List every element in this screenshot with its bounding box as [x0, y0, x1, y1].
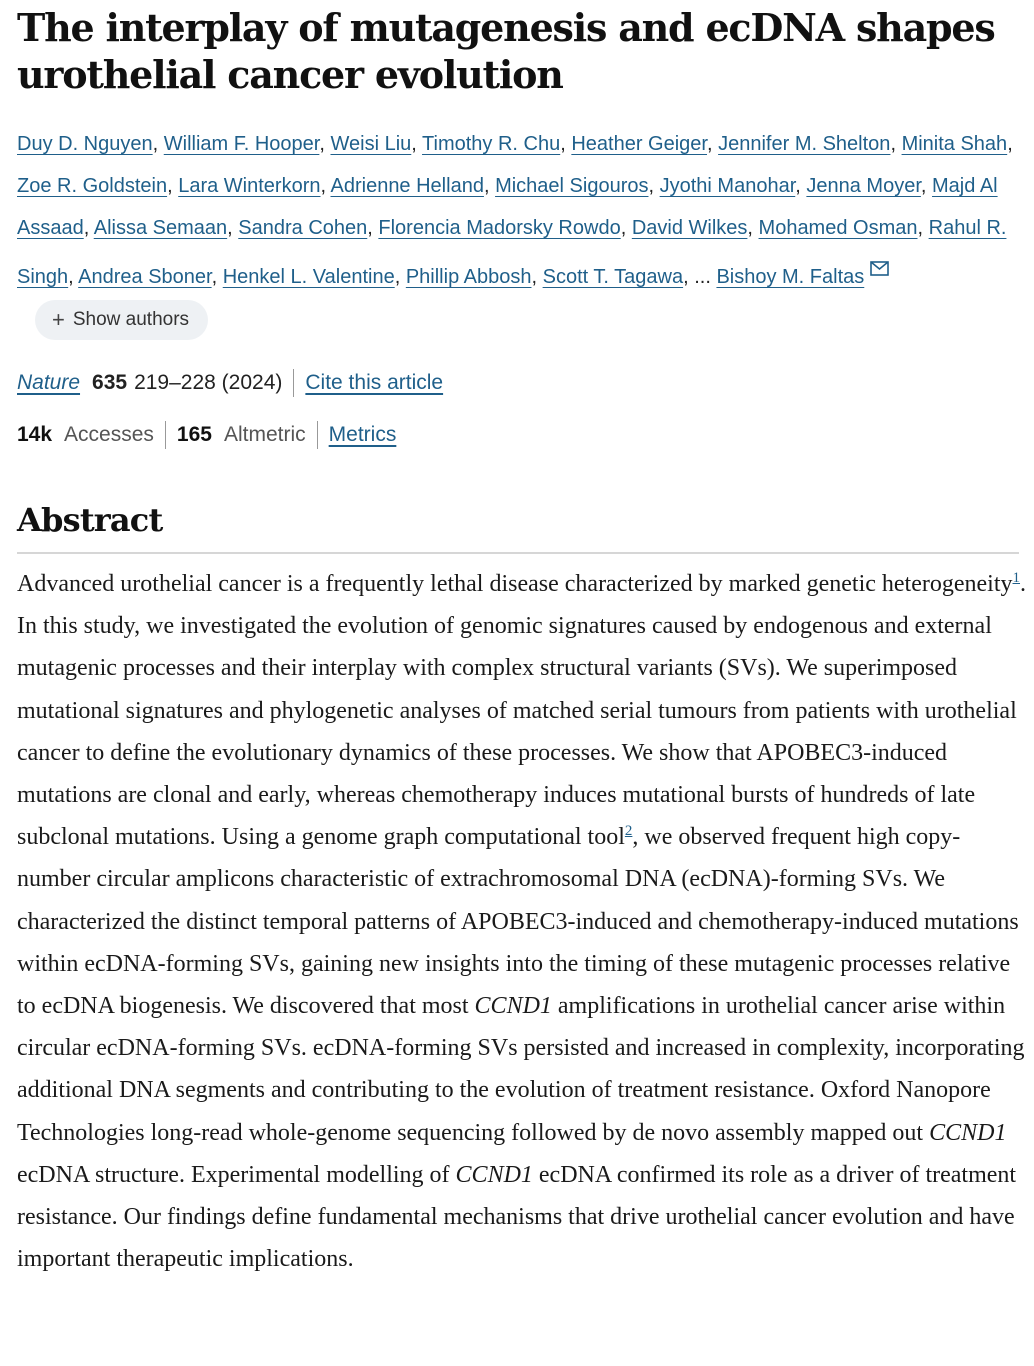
accesses-count: 14k	[17, 423, 53, 446]
journal-link[interactable]: Nature	[17, 371, 81, 394]
author-separator: ,	[320, 175, 331, 197]
author-link[interactable]: Jennifer M. Shelton	[718, 133, 891, 155]
mail-icon[interactable]	[870, 249, 889, 264]
author-link[interactable]: Lara Winterkorn	[178, 175, 321, 197]
author-link[interactable]: Majd Al Assaad	[17, 175, 998, 239]
author-ellipsis: ...	[694, 266, 711, 288]
metrics-link[interactable]: Metrics	[328, 423, 397, 446]
author-separator: ,	[747, 217, 759, 239]
author-link[interactable]: Alissa Semaan	[93, 217, 228, 239]
author-link[interactable]: Rahul R. Singh	[17, 217, 1007, 288]
abstract-segment: ecDNA confirmed its role as a driver of treatment resistance. Our findings define fundamental mechanisms that drive urothelial cancer evolution and have important therapeutic implications.	[17, 1161, 1017, 1273]
abstract-segment: amplifications in urothelial cancer arise within circular ecDNA-forming SVs. ecDNA-forming SVs persisted and increased in complexity, incorporating additional DNA segments and contributing to the evolution of treatment resistance. Oxford Nanopore Technologies long-read whole-genome sequencing followed by de novo assembly mapped out	[17, 993, 1025, 1146]
abstract-segment: ecDNA structure. Experimental modelling of	[17, 1161, 456, 1188]
author-separator: ,	[890, 133, 902, 155]
divider	[293, 369, 294, 397]
author-separator: ,	[795, 175, 807, 197]
author-link[interactable]: Adrienne Helland	[330, 175, 484, 197]
altmetric-label: Altmetric	[223, 423, 306, 446]
abstract-text	[17, 563, 1027, 1280]
author-link[interactable]: Michael Sigouros	[495, 175, 649, 197]
author-separator: ,	[167, 175, 179, 197]
show-authors-label: Show authors	[72, 308, 190, 330]
author-link[interactable]: William F. Hooper	[163, 133, 320, 155]
author-separator: ,	[367, 217, 379, 239]
reference-link[interactable]: 2	[624, 823, 633, 840]
author-separator: ,	[683, 266, 695, 288]
abstract-segment: , we observed frequent high copy-number circular amplicons characteristic of extrachromosomal DNA (ecDNA)-forming SVs. We characterized the distinct temporal patterns of APOBEC3-induced and chemotherapy-induced mutations within ecDNA-forming SVs, gaining new insights into the timing of these mutagenic processes relative to ecDNA biogenesis. We discovered that most	[17, 824, 1019, 1020]
abstract-segment: . In this study, we investigated the evolution of genomic signatures caused by endogenous and external mutagenic processes and their interplay with complex structural variants (SVs). We superimposed mutational signatures and phylogenetic analyses of matched serial tumours from patients with urothelial cancer to define the evolutionary dynamics of these processes. We show that APOBEC3-induced mutations are clonal and early, whereas chemotherapy induces mutational bursts of hundreds of late subclonal mutations. Using a genome graph computational tool	[17, 571, 1027, 851]
gene-name: CCND1	[455, 1161, 533, 1188]
author-separator: ,	[560, 133, 572, 155]
author-separator: ,	[1007, 133, 1013, 155]
altmetric-count: 165	[176, 423, 212, 446]
author-link[interactable]: Jenna Moyer	[806, 175, 921, 197]
abstract-heading: Abstract	[17, 498, 1019, 554]
author-separator: ,	[68, 266, 79, 288]
author-separator: ,	[917, 217, 929, 239]
author-separator: ,	[648, 175, 660, 197]
author-separator: ,	[483, 175, 496, 197]
divider	[317, 421, 318, 449]
journal-volume: 635	[92, 371, 128, 394]
author-separator: ,	[227, 217, 239, 239]
author-link[interactable]: David Wilkes	[631, 217, 748, 239]
article-title: The interplay of mutagenesis and ecDNA shapes urothelial cancer evolution	[17, 5, 995, 97]
author-link[interactable]: Weisi Liu	[330, 133, 412, 155]
author-link[interactable]: Phillip Abbosh	[405, 266, 532, 288]
gene-name: CCND1	[929, 1119, 1007, 1146]
author-link[interactable]: Minita Shah	[901, 133, 1008, 155]
author-link[interactable]: Jyothi Manohar	[659, 175, 796, 197]
author-separator: ,	[152, 133, 164, 155]
corresponding-author-link[interactable]: Bishoy M. Faltas	[716, 266, 865, 288]
cite-article-link[interactable]: Cite this article	[305, 371, 444, 394]
author-link[interactable]: Duy D. Nguyen	[17, 133, 153, 155]
author-separator: ,	[211, 266, 223, 288]
author-separator: ,	[706, 133, 719, 155]
plus-icon: +	[52, 306, 65, 332]
author-separator: ,	[531, 266, 543, 288]
author-link[interactable]: Henkel L. Valentine	[222, 266, 395, 288]
author-separator: ,	[394, 266, 406, 288]
author-separator: ,	[83, 217, 94, 239]
author-separator: ,	[620, 217, 632, 239]
show-authors-button[interactable]	[35, 300, 208, 340]
author-link[interactable]: Heather Geiger	[571, 133, 707, 155]
author-link[interactable]: Mohamed Osman	[758, 217, 918, 239]
author-link[interactable]: Andrea Sboner	[78, 266, 212, 288]
accesses-label: Accesses	[64, 423, 154, 446]
author-link[interactable]: Sandra Cohen	[238, 217, 368, 239]
author-link[interactable]: Timothy R. Chu	[422, 133, 561, 155]
author-separator: ,	[411, 133, 423, 155]
author-link[interactable]: Scott T. Tagawa	[542, 266, 684, 288]
author-separator: ,	[920, 175, 933, 197]
divider	[165, 421, 166, 449]
author-link[interactable]: Zoe R. Goldstein	[17, 175, 168, 197]
citation-row	[17, 368, 1019, 398]
metrics-row	[17, 420, 1019, 450]
article-page	[17, 0, 1027, 1280]
gene-name: CCND1	[474, 993, 552, 1020]
author-list	[17, 123, 1027, 340]
pages-year: 219–228 (2024)	[134, 371, 283, 394]
abstract-segment: Advanced urothelial cancer is a frequently lethal disease characterized by marked genetic heterogeneity	[17, 571, 1013, 597]
author-link[interactable]: Florencia Madorsky Rowdo	[378, 217, 621, 239]
author-separator: ,	[319, 133, 331, 155]
reference-link[interactable]: 1	[1012, 570, 1021, 586]
